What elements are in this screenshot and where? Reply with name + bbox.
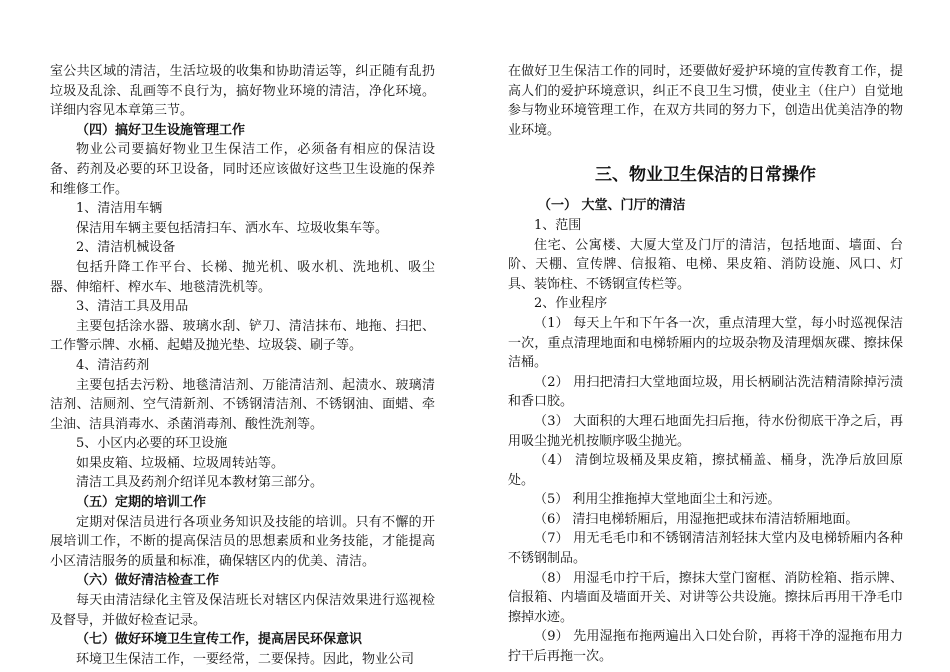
body-paragraph: 清洁工具及药剂介绍详见本教材第三部分。 [76,475,324,491]
body-paragraph: （4） 清倒垃圾桶及果皮箱，擦拭桶盖、桶身，洗净后放回原处。 [508,453,903,488]
body-paragraph: （9） 先用湿拖布拖两遍出入口处台阶，再将干净的湿拖布用力拧干后再拖一次。 [508,629,903,665]
body-paragraph: 每天由清洁绿化主管及保洁班长对辖区内保洁效果进行巡视检及督导，并做好检查记录。 [50,593,435,628]
body-paragraph: 室公共区域的清洁，生活垃圾的收集和协助清运等，纠正随有乱扔垃圾及乱涂、乱画等不良行为，搞好物业环境的清洁，净化环境。详细内容见本章第三节。 [50,64,435,119]
body-paragraph: 1、范围 [534,217,582,233]
body-paragraph: 主要包括去污粉、地毯清洁剂、万能清洁剂、起渍水、玻璃清洁剂、洁厕剂、空气清新剂、不锈钢清洁剂、不锈钢油、面蜡、牵尘油、洁具消毒水、杀菌消毒剂、酸性洗剂等。 [50,377,435,432]
section-heading: （一） 大堂、门厅的清洁 [538,198,686,214]
body-paragraph: 2、清洁机械设备 [76,240,176,256]
body-paragraph: 定期对保洁员进行各项业务知识及技能的培训。只有不懈的开展培训工作，不断的提高保洁员的思想素质和业务技能，才能提高小区清洁服务的质量和标准，确保辖区内的优美、清洁。 [50,514,435,569]
section-heading: （四）搞好卫生设施管理工作 [76,122,246,138]
body-paragraph: 保洁用车辆主要包括清扫车、洒水车、垃圾收集车等。 [76,220,389,236]
section-heading: （七）做好环境卫生宣传工作，提高居民环保意识 [76,632,363,648]
body-paragraph: （3） 大面积的大理石地面先扫后拖，待水份彻底干净之后，再用吸尘抛光机按顺序吸尘抛光。 [508,413,903,449]
body-paragraph: 在做好卫生保洁工作的同时，还要做好爱护环境的宣传教育工作，提高人们的爱护环境意识，纠正不良卫生习惯，使业主（住户）自觉地参与物业环境管理工作，在双方共同的努力下，创造出优美洁净的物业环境。 [508,64,903,138]
body-paragraph: （2） 用扫把清扫大堂地面垃圾，用长柄刷沾洗洁精清除掉污渍和香口胶。 [508,374,903,410]
body-paragraph: 2、作业程序 [534,296,608,312]
body-paragraph: 环境卫生保洁工作，一要经常，二要保持。因此，物业公司 [76,651,415,667]
body-paragraph: 5、小区内必要的环卫设施 [76,436,228,452]
body-paragraph: （7） 用无毛毛巾和不锈钢清洁剂轻抹大堂内及电梯轿厢内各种不锈钢制品。 [508,531,903,567]
body-paragraph: 4、清洁药剂 [76,357,150,373]
section-heading: （五）定期的培训工作 [76,495,207,511]
body-paragraph: （8） 用湿毛巾拧干后，擦抹大堂门窗框、消防栓箱、指示牌、信报箱、内墙面及墙面开关、对讲等公共设施。擦抹后再用干净毛巾擦掉水迹。 [508,570,903,625]
body-paragraph: 住宅、公寓楼、大厦大堂及门厅的清洁，包括地面、墙面、台阶、天棚、宣传牌、信报箱、电梯、果皮箱、消防设施、风口、灯具、装饰柱、不锈钢宣传栏等。 [508,237,903,292]
body-paragraph: 主要包括涂水器、玻璃水刮、铲刀、清洁抹布、地拖、扫把、工作警示牌、水桶、起蜡及抛光垫、垃圾袋、刷子等。 [50,318,435,354]
section-heading: （六）做好清洁检查工作 [76,573,220,589]
chapter-heading: 三、物业卫生保洁的日常操作 [595,165,816,186]
body-paragraph: （5） 利用尘推拖掉大堂地面尘土和污迹。 [534,492,781,508]
body-paragraph: 如果皮箱、垃圾桶、垃圾周转站等。 [76,455,285,471]
body-paragraph: （6） 清扫电梯轿厢后，用湿拖把或抹布清洁轿厢地面。 [534,511,859,527]
body-paragraph: 物业公司要搞好物业卫生保洁工作，必须备有相应的保洁设备、药剂及必要的环卫设备，同时还应该做好这些卫生设施的保养和维修工作。 [50,142,435,197]
body-paragraph: 1、清洁用车辆 [76,201,163,217]
body-paragraph: 3、清洁工具及用品 [76,299,189,315]
left-column [50,62,435,669]
right-column [508,62,903,667]
body-paragraph: 包括升降工作平台、长梯、抛光机、吸水机、洗地机、吸尘器、伸缩杆、榨水车、地毯清洗机等。 [50,259,435,295]
body-paragraph: （1） 每天上午和下午各一次，重点清理大堂，每小时巡视保洁一次，重点清理地面和电梯轿厢内的垃圾杂物及清理烟灰碟、擦抹保洁桶。 [508,315,903,371]
